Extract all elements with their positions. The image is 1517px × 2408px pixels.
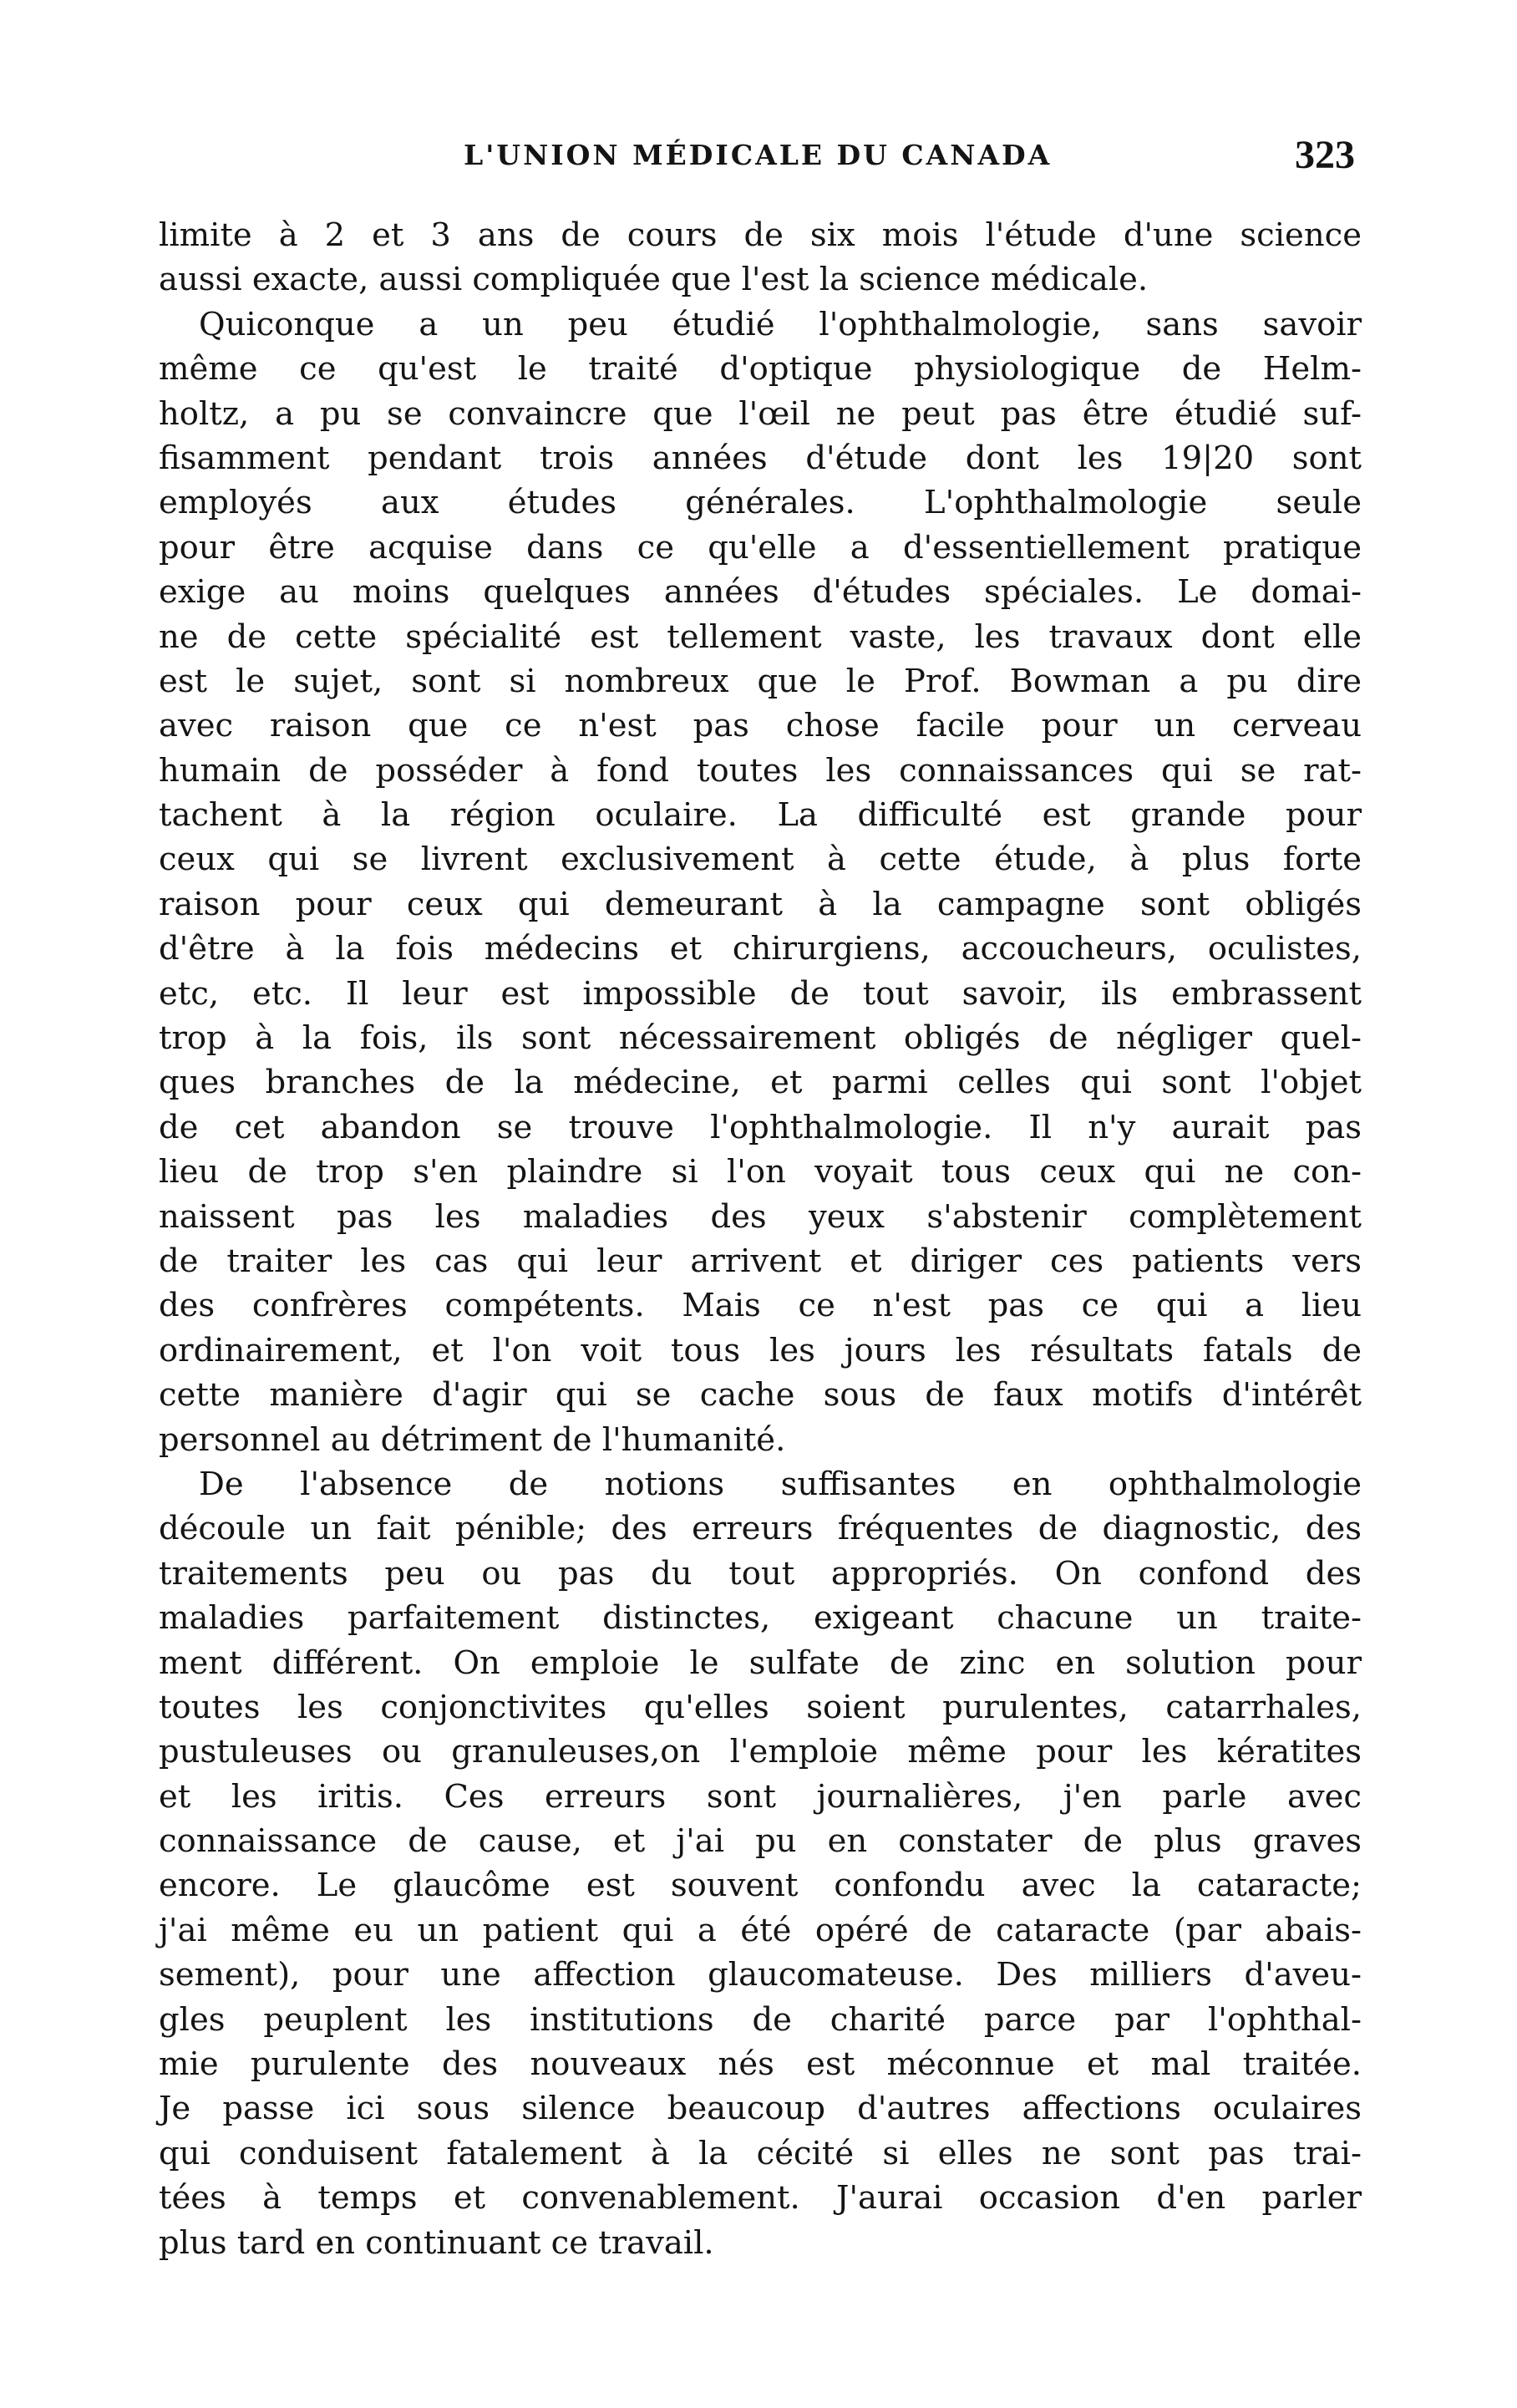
text-line: ques branches de la médecine, et parmi celles qui sont l'objet — [159, 1064, 1362, 1102]
text-line: même ce qu'est le traité d'optique physiologique de Helm- — [159, 350, 1362, 389]
journal-title: L'UNION MÉDICALE DU CANADA — [464, 139, 1053, 171]
running-head — [159, 132, 1362, 182]
text-line: traitements peu ou pas du tout appropriés. On confond des — [159, 1554, 1362, 1593]
text-line: aussi exacte, aussi compliquée que l'est la science médicale. — [159, 261, 1149, 299]
text-line: humain de posséder à fond toutes les connaissances qui se rat- — [159, 751, 1362, 790]
text-line: pour être acquise dans ce qu'elle a d'essentiellement pratique — [159, 528, 1362, 566]
text-line: fisamment pendant trois années d'étude dont les 19|20 sont — [159, 439, 1362, 477]
text-line: est le sujet, sont si nombreux que le Prof. Bowman a pu dire — [159, 662, 1362, 700]
text-line: des confrères compétents. Mais ce n'est pas ce qui a lieu — [159, 1287, 1362, 1325]
text-line: avec raison que ce n'est pas chose facile pour un cerveau — [159, 707, 1362, 745]
text-line: employés aux études générales. L'ophthalmologie seule — [159, 484, 1362, 522]
text-line: limite à 2 et 3 ans de cours de six mois l'étude d'une science — [159, 216, 1362, 254]
text-line: ne de cette spécialité est tellement vaste, les travaux dont elle — [159, 617, 1362, 656]
text-line: j'ai même eu un patient qui a été opéré de cataracte (par abais- — [159, 1911, 1362, 1949]
text-line: toutes les conjonctivites qu'elles soient purulentes, catarrhales, — [159, 1688, 1362, 1726]
text-line: de traiter les cas qui leur arrivent et diriger ces patients vers — [159, 1242, 1362, 1280]
text-line: Je passe ici sous silence beaucoup d'autres affections oculaires — [159, 2090, 1362, 2128]
text-line: encore. Le glaucôme est souvent confondu avec la cataracte; — [159, 1867, 1362, 1905]
text-line: plus tard en continuant ce travail. — [159, 2223, 714, 2262]
text-line: qui conduisent fatalement à la cécité si elles ne sont pas trai- — [159, 2134, 1362, 2172]
text-line: tachent à la région oculaire. La difficulté est grande pour — [159, 796, 1362, 835]
text-line: connaissance de cause, et j'ai pu en constater de plus graves — [159, 1822, 1362, 1861]
text-line: holtz, a pu se convaincre que l'œil ne peut pas être étudié suf- — [159, 394, 1362, 433]
text-line: personnel au détriment de l'humanité. — [159, 1420, 786, 1459]
text-line: etc, etc. Il leur est impossible de tout savoir, ils embrassent — [159, 974, 1362, 1013]
text-line: sement), pour une affection glaucomateuse. Des milliers d'aveu- — [159, 1956, 1362, 1994]
text-line: trop à la fois, ils sont nécessairement obligés de négliger quel- — [159, 1019, 1362, 1058]
text-line: ment différent. On emploie le sulfate de zinc en solution pour — [159, 1643, 1362, 1682]
text-line: gles peuplent les institutions de charité parce par l'ophthal- — [159, 2000, 1362, 2039]
page-number: 323 — [1295, 133, 1355, 177]
text-line: Quiconque a un peu étudié l'ophthalmologie, sans savoir — [199, 305, 1362, 343]
text-line: exige au moins quelques années d'études spéciales. Le domai- — [159, 573, 1362, 612]
text-line: découle un fait pénible; des erreurs fréquentes de diagnostic, des — [159, 1510, 1362, 1548]
text-line: tées à temps et convenablement. J'aurai occasion d'en parler — [159, 2179, 1362, 2217]
text-line: d'être à la fois médecins et chirurgiens, accoucheurs, oculistes, — [159, 930, 1362, 968]
text-line: lieu de trop s'en plaindre si l'on voyait tous ceux qui ne con- — [159, 1153, 1362, 1191]
text-line: maladies parfaitement distinctes, exigeant chacune un traite- — [159, 1599, 1362, 1638]
text-line: pustuleuses ou granuleuses,on l'emploie même pour les kératites — [159, 1733, 1362, 1771]
text-line: raison pour ceux qui demeurant à la campagne sont obligés — [159, 885, 1362, 923]
body-text — [159, 213, 1362, 2265]
text-line: ceux qui se livrent exclusivement à cette étude, à plus forte — [159, 841, 1362, 879]
text-line: naissent pas les maladies des yeux s'abstenir complètement — [159, 1197, 1362, 1236]
text-line: cette manière d'agir qui se cache sous de faux motifs d'intérêt — [159, 1376, 1362, 1415]
text-line: de cet abandon se trouve l'ophthalmologie. Il n'y aurait pas — [159, 1108, 1362, 1146]
text-line: et les iritis. Ces erreurs sont journalières, j'en parle avec — [159, 1777, 1362, 1816]
text-line: mie purulente des nouveaux nés est méconnue et mal traitée. — [159, 2045, 1362, 2084]
text-line: De l'absence de notions suffisantes en ophthalmologie — [199, 1465, 1362, 1503]
text-line: ordinairement, et l'on voit tous les jours les résultats fatals de — [159, 1331, 1362, 1369]
